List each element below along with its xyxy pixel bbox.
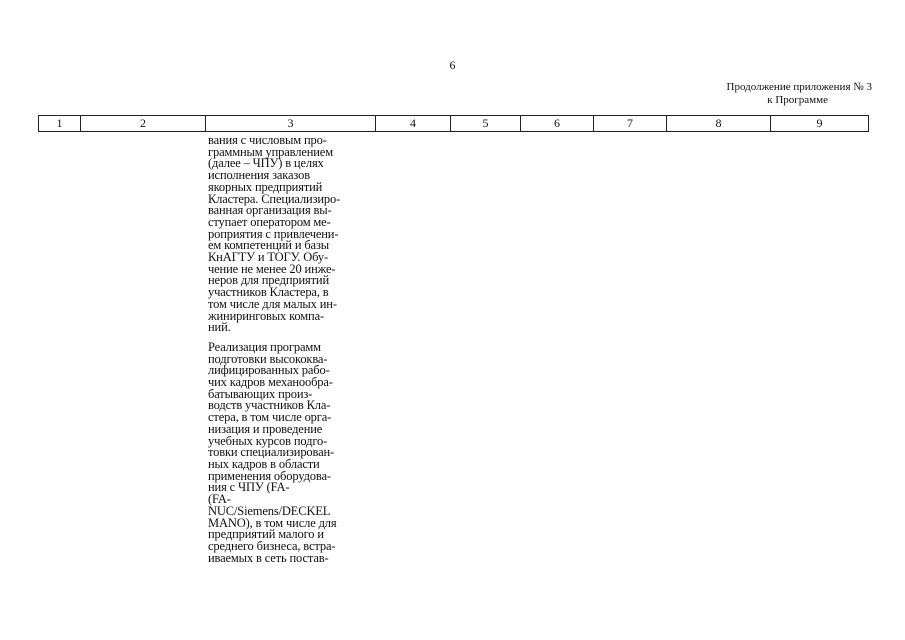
- text-line: иваемых в сеть постав-: [208, 550, 329, 565]
- text-line: вания с числовым про-: [208, 133, 327, 147]
- column-number-cell: 6: [521, 116, 594, 132]
- text-line: применения оборудова-: [208, 468, 331, 483]
- text-line: среднего бизнеса, встра-: [208, 538, 336, 553]
- column-number-cell: 3: [206, 116, 376, 132]
- text-line: стера, в том числе орга-: [208, 410, 332, 425]
- text-line: низация и проведение: [208, 421, 323, 436]
- training-program-paragraph: [208, 339, 380, 565]
- text-line: Кластера. Специализиро-: [208, 191, 341, 206]
- text-line: исполнения заказов: [208, 168, 310, 183]
- text-line: водств участников Кла-: [208, 398, 331, 413]
- column-number-cell: 9: [771, 116, 869, 132]
- text-line: ных кадров в области: [208, 456, 320, 471]
- text-line: (далее – ЧПУ) в целях: [208, 156, 324, 171]
- text-line: ний.: [208, 320, 231, 335]
- text-line: чение не менее 20 инже-: [208, 261, 336, 276]
- text-line: учебных курсов подго-: [208, 433, 328, 448]
- text-line: предприятий малого и: [208, 527, 324, 542]
- text-line: неров для предприятий: [208, 273, 329, 288]
- text-line: лифицированных рабо-: [208, 363, 330, 378]
- page-number: 6: [449, 58, 456, 72]
- text-line: ем компетенций и базы: [208, 238, 329, 253]
- text-line: том числе для малых ин-: [208, 296, 337, 311]
- text-line: КнАГТУ и ТОГУ. Обу-: [208, 250, 328, 265]
- column-number-cell: 1: [39, 116, 81, 132]
- text-line: батывающих произ-: [208, 386, 313, 401]
- text-line: (FA-: [208, 492, 231, 507]
- column-number-cell: 4: [376, 116, 451, 132]
- text-line: жиниринговых компа-: [208, 308, 324, 323]
- text-line: Реализация программ: [208, 339, 321, 354]
- column-3-cell-text: [208, 135, 380, 564]
- text-line: роприятия с привлечени-: [208, 226, 339, 241]
- column-number-cell: 7: [594, 116, 667, 132]
- text-line: товки специализирован-: [208, 445, 335, 460]
- text-line: ступает оператором ме-: [208, 214, 331, 229]
- text-line: чих кадров механообра-: [208, 375, 333, 390]
- continuation-line-2: к Программе: [767, 94, 828, 106]
- column-number-row: [39, 116, 869, 132]
- column-number-header: [38, 115, 869, 132]
- appendix-continuation-note: [727, 81, 872, 107]
- continuation-line-1: Продолжение приложения № 3: [726, 81, 872, 93]
- column-number-cell: 5: [451, 116, 521, 132]
- text-line: ния с ЧПУ (FA-: [208, 480, 290, 495]
- text-line: участников Кластера, в: [208, 285, 329, 300]
- column-number-cell: 2: [81, 116, 206, 132]
- text-line: NUC/Siemens/DECKEL: [208, 503, 331, 518]
- text-line: якорных предприятий: [208, 179, 323, 194]
- text-line: ванная организация вы-: [208, 203, 332, 218]
- column-number-cell: 8: [667, 116, 771, 132]
- measure-description-paragraph: [208, 135, 380, 334]
- text-line: подготовки высококва-: [208, 351, 328, 366]
- text-line: MANO), в том числе для: [208, 515, 337, 530]
- text-line: граммным управлением: [208, 144, 333, 159]
